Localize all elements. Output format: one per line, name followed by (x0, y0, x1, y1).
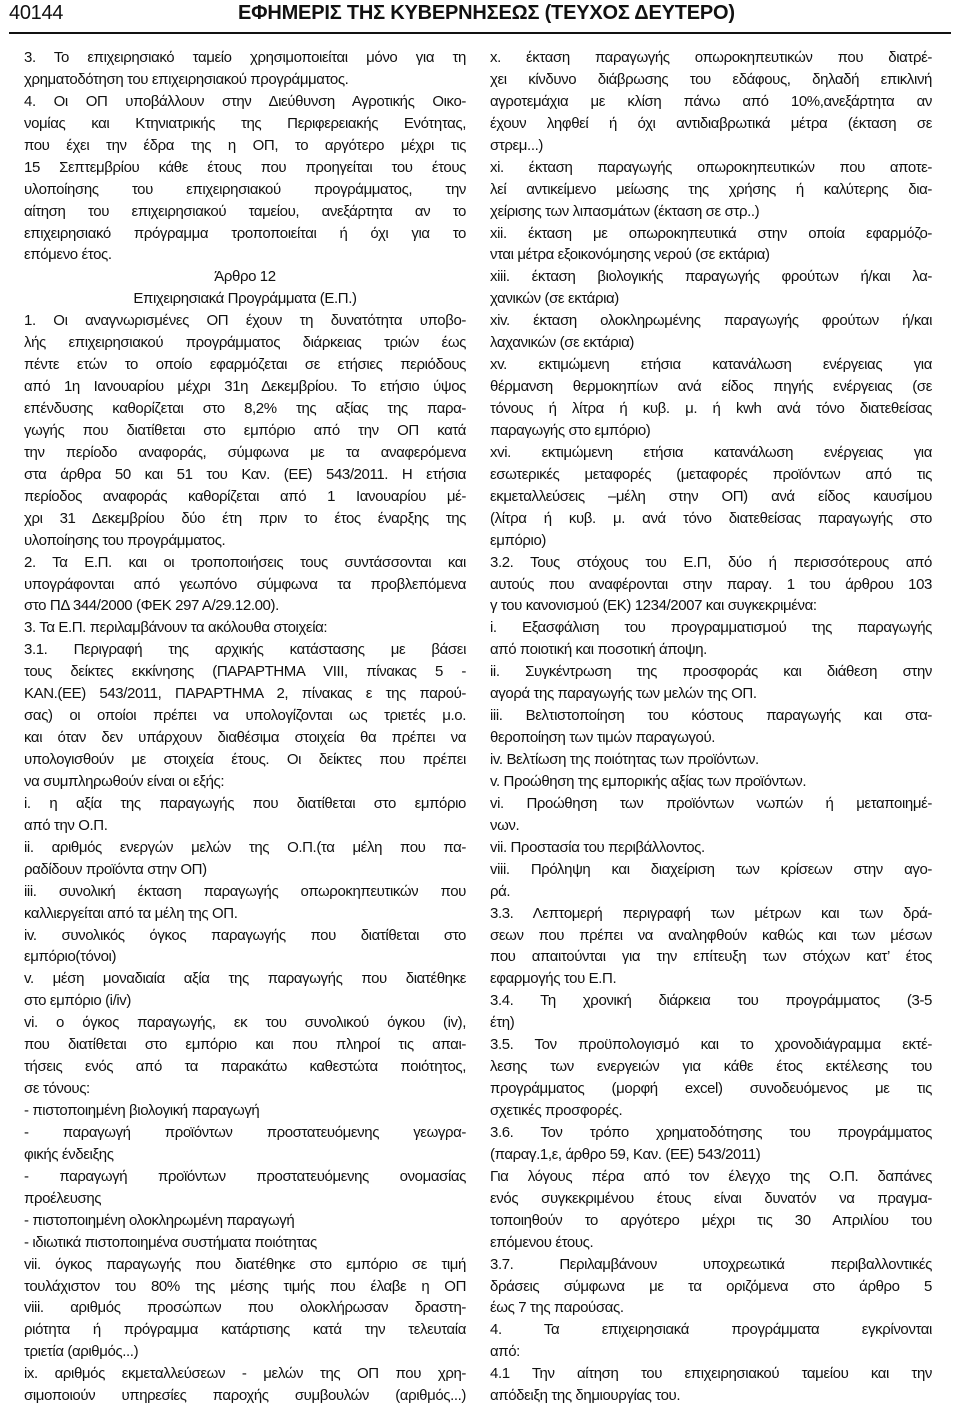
text-line: επόμενου έτους. (490, 1233, 594, 1251)
text-line: Άρθρο 12 (214, 268, 276, 286)
right-column (490, 47, 932, 1407)
text-line: σας) οι οποίοι πρέπει να υπολογίζονται ως τριετές μ.ο. (24, 707, 466, 725)
text-line: χρηματοδότηση του επιχειρησιακού προγράμματος. (24, 70, 349, 88)
text-line: 4. Τα επιχειρησιακά προγράμματα εγκρίνονται (490, 1321, 932, 1339)
text-line: λεσης των ενεργειών για κάθε έτος εκτέλεσης του (490, 1058, 932, 1076)
text-line: τοποιηθούν το αργότερο μέχρι τις 30 Απριλίου του (490, 1211, 932, 1229)
text-line: υπολογισθούν με στοιχεία έτους. Οι δείκτες που πρέπει (24, 751, 466, 768)
text-line: επένδυσης καθορίζεται στο 8,2% της αξίας της παρα- (24, 400, 466, 417)
text-line: χρι 31 Δεκεμβρίου δύο έτη πριν το έτος έναρξης της (24, 509, 466, 527)
text-line: νων. (490, 816, 520, 834)
text-line: σχετικές προσφορές. (490, 1102, 623, 1119)
text-line: προέλευσης (24, 1189, 102, 1207)
text-line: και όταν δεν υπάρχουν διαθέσιμα στοιχεία θα πρέπει να (24, 729, 466, 747)
text-line: (παραγ.1,ε, άρθρο 59, Καν. (ΕΕ) 543/2011) (490, 1145, 761, 1163)
text-line: xv. εκτιμώμενη ετήσια κατανάλωση ενέργειας για (490, 356, 932, 374)
page-header (0, 0, 960, 42)
text-line: xvi. εκτιμώμενη ετήσια κατανάλωση ενέργειας για (490, 443, 932, 461)
text-line: πέντε ετών το οποίο εφαρμόζεται σε ετήσιες περιόδους (24, 356, 466, 374)
text-line: 4.1 Την αίτηση του επιχειρησιακού ταμείου και την (490, 1365, 932, 1383)
text-line: χανικών (σε εκτάρια) (490, 290, 619, 308)
text-line: vii. Προστασία του περιβάλλοντος. (490, 838, 705, 856)
text-line: στα άρθρα 50 και 51 του Καν. (ΕΕ) 543/2011. Η ετήσια (24, 465, 466, 483)
text-line: αγροτεμάχια με κλίση πάνω από 10%,ανεξάρτητα αν (490, 92, 932, 110)
text-line: αίτηση του επιχειρησιακού ταμείου, ανεξάρτητα αν το (24, 202, 466, 220)
text-line: 4. Οι ΟΠ υποβάλλουν στην Διεύθυνση Αγροτικής Οικο- (24, 92, 466, 110)
text-line: στο ΠΔ 344/2000 (ΦΕΚ 297 Α/29.12.00). (24, 597, 279, 615)
text-line: εκμεταλλεύσεις –μέλη στην ΟΠ) ανά είδος καυσίμου (490, 487, 932, 505)
text-line: θέρμανση θερμοκηπίων ανά είδος πηγής ενέργειας (σε (490, 378, 932, 396)
text-line: περίοδος αναφοράς καθορίζεται από 1 Ιανουαρίου μέ- (24, 487, 466, 505)
text-line: 2. Τα Ε.Π. και οι τροποποιήσεις τους συντάσσονται και (24, 553, 466, 571)
text-line: 3. Το επιχειρησιακό ταμείο χρησιμοποιείται μόνο για τη (24, 49, 466, 66)
text-line: γ του κανονισμού (ΕΚ) 1234/2007 και συγκεκριμένα: (490, 597, 817, 615)
text-line: xiv. έκταση ολοκληρωμένης παραγωγής φρούτων ή/και (490, 312, 932, 330)
text-line: νομίας και Κτηνιατρικής της Περιφερειακής Ενότητας, (24, 114, 466, 132)
text-line: που έχει την έδρα της η ΟΠ, το αργότερο μέχρι τις (24, 136, 466, 154)
text-line: - παραγωγή προϊόντων προστατευόμενης γεωγρα- (24, 1123, 466, 1141)
text-line: 3.4. Τη χρονική διάρκεια του προγράμματος (3-5 (490, 992, 932, 1010)
text-line: ii. Συγκέντρωση της προσφοράς και διάθεση στην (490, 663, 932, 681)
text-line: απόδειξη της δημιουργίας του. (490, 1387, 681, 1405)
header-rule (9, 32, 951, 34)
text-line: iii. συνολική έκταση παραγωγής οπωροκηπευτικών που (24, 882, 466, 900)
text-line: έτη) (490, 1014, 515, 1032)
text-line: vii. όγκος παραγωγής που διατέθηκε στο εμπόριο σε τιμή (24, 1255, 466, 1273)
text-line: λαχανικών (σε εκτάρια) (490, 334, 635, 352)
text-line: την περίοδο αναφοράς, σύμφωνα με τα αναφερόμενα (24, 443, 466, 461)
text-line: 15 Σεπτεμβρίου κάθε έτους που προηγείται του έτους (24, 158, 466, 176)
text-line: viii. αριθμός προσώπων που ολοκλήρωσαν δραστη- (24, 1299, 466, 1317)
text-line: τους δείκτες εκκίνησης (ΠΑΡΑΡΤΗΜΑ VIII, πίνακας 5 - (24, 663, 466, 681)
text-line: 3.7. Περιλαμβάνουν υποχρεωτικά περιβαλλοντικές (490, 1255, 932, 1273)
text-line: λεί αντικείμενο μείωσης της χρήσης ή καλύτερης δια- (490, 180, 932, 198)
text-line: να συμπληρωθούν είναι οι εξής: (24, 772, 225, 790)
text-line: ΚΑΝ.(ΕΕ) 543/2011, ΠΑΡΑΡΤΗΜΑ 2, πίνακας ε της παρού- (24, 685, 466, 703)
text-line: 1. Οι αναγνωρισμένες ΟΠ έχουν τη δυνατότητα υποβο- (24, 312, 466, 330)
text-line: i. Εξασφάλιση του προγραμματισμού της παραγωγής (490, 619, 932, 637)
text-line: αγορά της παραγωγής των μελών της ΟΠ. (490, 685, 757, 703)
text-line: 3.1. Περιγραφή της αρχικής κατάστασης με βάσει (24, 641, 466, 659)
text-line: vi. ο όγκος παραγωγής, εκ του συνολικού όγκου (iv), (24, 1014, 466, 1032)
text-line: ix. αριθμός εκμεταλλεύσεων - μελών της ΟΠ που χρη- (24, 1365, 466, 1383)
text-line: υλοποίησης του επιχειρησιακού προγράμματος, την (24, 180, 466, 198)
text-line: χει κίνδυνο διάβρωσης του εδάφους, δηλαδή επικλινή (490, 70, 932, 88)
text-line: από 1η Ιανουαρίου μέχρι 31η Δεκεμβρίου. Το ετήσιο ύψος (24, 378, 466, 396)
text-line: έχουν ληφθεί ή όχι αντιδιαβρωτικά μέτρα (έκταση σε (490, 114, 932, 132)
text-line: v. Προώθηση της εμπορικής αξίας των προϊόντων. (490, 772, 807, 790)
text-line: iii. Βελτιστοποίηση του κόστους παραγωγής και στα- (490, 707, 932, 725)
text-line: αυτούς που αναφέρονται στην παραγ. 1 του άρθρου 103 (490, 575, 932, 593)
text-line: τήσεις ενός από τα παρακάτω καθεστώτα ποιότητος, (24, 1058, 466, 1076)
text-line: xiii. έκταση βιολογικής παραγωγής φρούτων ή/και λα- (490, 268, 932, 286)
text-line: επόμενο έτος. (24, 246, 112, 264)
text-line: 3. Τα Ε.Π. περιλαμβάνουν τα ακόλουθα στοιχεία: (24, 619, 328, 637)
text-line: Επιχειρησιακά Προγράμματα (Ε.Π.) (133, 290, 357, 308)
text-line: δράσεις σύμφωνα με τα οριζόμενα στο άρθρο 5 (490, 1277, 932, 1295)
text-line: x. έκταση παραγωγής οπωροκηπευτικών που διατρέ- (490, 49, 932, 66)
text-line: υλοποίησης του προγράμματος. (24, 531, 226, 549)
text-line: 3.5. Τον προϋπολογισμό και το χρονοδιάγραμμα εκτέ- (490, 1036, 932, 1054)
text-line: από ποιοτική και ποσοτική άποψη. (490, 641, 707, 659)
left-column (24, 47, 466, 1407)
text-line: γωγής που διατίθεται στο εμπόριο από την ΟΠ κατά (24, 421, 466, 439)
text-line: υπογράφονται από γεωπόνο σύμφωνα τα προβλεπόμενα (24, 575, 466, 593)
page-number: 40144 (9, 2, 64, 24)
text-line: που απαιτούνται για την επίτευξη των στόχων κατ’ έτος (490, 948, 932, 966)
text-line: 3.6. Τον τρόπο χρηματοδότησης του προγράμματος (490, 1123, 932, 1141)
text-line: 3.2. Τους στόχους του Ε.Π, δύο ή περισσότερους από (490, 553, 932, 571)
text-line: που διατίθεται στο εμπόριο και που πληροί τις απαι- (24, 1036, 466, 1054)
journal-title: ΕΦΗΜΕΡΙΣ ΤΗΣ ΚΥΒΕΡΝΗΣΕΩΣ (ΤΕΥΧΟΣ ΔΕΥΤΕΡΟ) (238, 2, 735, 24)
text-line: από την Ο.Π. (24, 816, 108, 834)
text-line: i. η αξία της παραγωγής που διατίθεται στο εμπόριο (24, 794, 466, 812)
text-line: τόνους ή λίτρα ή κυβ. μ. ή kwh ανά τόνο διατεθείσας (490, 400, 932, 417)
text-line: εμπόριο) (490, 531, 547, 549)
text-line: σιμοποιούν υπηρεσίες παροχής συμβουλών (αριθμός...) (24, 1387, 466, 1405)
text-line: viii. Πρόληψη και διαχείριση των κρίσεων στην αγο- (490, 860, 932, 878)
text-line: xi. έκταση παραγωγής οπωροκηπευτικών που αποτε- (490, 158, 932, 176)
text-line: xii. έκταση με οπωροκηπευτικά στην οποία εφαρμόζο- (490, 224, 932, 242)
text-line: στρεμ...) (490, 136, 543, 154)
text-line: λής επιχειρησιακού προγράμματος διάρκειας τριών έως (24, 334, 466, 352)
text-line: iv. συνολικός όγκος παραγωγής που διατίθεται στο (24, 926, 466, 944)
text-line: έως 7 της παρούσας. (490, 1299, 624, 1317)
text-line: - ιδιωτικά πιστοποιημένα συστήματα ποιότητας (24, 1233, 317, 1251)
text-line: καλλιεργείται από τα μέλη της ΟΠ. (24, 904, 238, 922)
text-line: (λίτρα ή κυβ. μ. ανά τόνο διατεθείσας παραγωγής στο (490, 509, 932, 527)
text-line: - πιστοποιημένη ολοκληρωμένη παραγωγή (24, 1211, 295, 1229)
text-line: εφαρμογής του Ε.Π. (490, 970, 617, 988)
text-line: στο εμπόριο (i/iv) (24, 992, 131, 1010)
text-line: τουλάχιστον του 80% της μέσης τιμής που έλαβε η ΟΠ (24, 1277, 466, 1295)
text-line: - πιστοποιημένη βιολογική παραγωγή (24, 1102, 260, 1119)
text-line: από: (490, 1343, 520, 1361)
text-line: 3.3. Λεπτομερή περιγραφή των μέτρων και των δρά- (490, 904, 932, 922)
text-line: - παραγωγή προϊόντων προστατευόμενης ονομασίας (24, 1167, 466, 1185)
text-line: ii. αριθμός ενεργών μελών της Ο.Π.(τα μέλη που πα- (24, 838, 466, 856)
text-line: προγράμματος (μορφή excel) συνοδευόμενος με τις (490, 1080, 932, 1098)
text-line: vi. Προώθηση των προϊόντων νωπών ή μεταποιημέ- (490, 794, 932, 812)
text-line: τριετία (αριθμός...) (24, 1343, 139, 1361)
text-line: θεροποίηση των τιμών παραγωγού. (490, 729, 716, 747)
text-line: εμπόριο(τόνοι) (24, 948, 117, 966)
text-line: σε τόνους: (24, 1080, 90, 1098)
text-line: ριότητα ή πρόγραμμα κατάρτισης κατά την τελευταία (24, 1321, 466, 1339)
text-line: ενός συγκεκριμένου έτους είναι δυνατόν να πραγμα- (490, 1189, 932, 1207)
text-line: χείρισης των λιπασμάτων (έκταση σε στρ..) (490, 202, 760, 220)
text-line: iv. Βελτίωση της ποιότητας των προϊόντων. (490, 751, 759, 768)
text-line: νται μέτρα εξοικονόμησης νερού (σε εκτάρια) (490, 246, 770, 264)
text-line: φικής ένδειξης (24, 1145, 114, 1163)
text-line: επιχειρησιακό πρόγραμμα τροποποιείται ή όχι για το (24, 224, 466, 242)
text-line: ραδίδουν προϊόντα στην ΟΠ) (24, 860, 207, 878)
text-line: Για λόγους πέρα από τον έλεγχο της Ο.Π. δαπάνες (490, 1167, 932, 1185)
text-line: ρά. (490, 882, 511, 900)
text-line: v. μέση μοναδιαία αξία της παραγωγής που διατέθηκε (24, 970, 466, 988)
text-line: εσωτερικές μεταφορές (μεταφορές προϊόντων από τις (490, 465, 932, 483)
text-line: σεων που πρέπει να αναληφθούν καθώς και των μέσων (490, 926, 932, 944)
text-line: παραγωγής στο εμπόριο) (490, 421, 651, 439)
